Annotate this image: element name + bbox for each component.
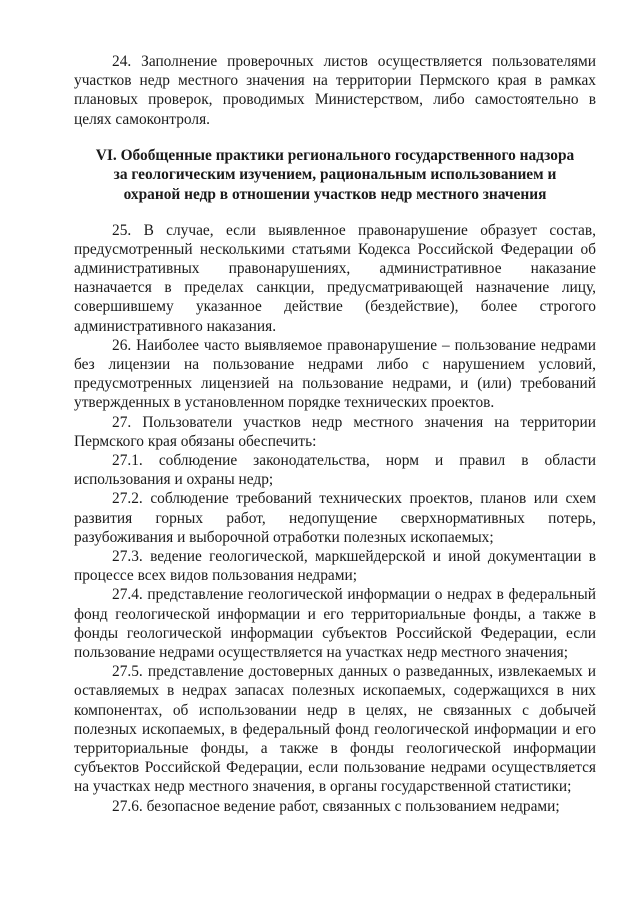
section-heading: VI. Обобщенные практики регионального государственного надзора за геологическим изучением, рациональным использованием и охраной недр в отношении участков недр местного значения <box>95 146 575 203</box>
paragraph-26: 26. Наиболее часто выявляемое правонарушение – пользование недрами без лицензии на пользование недрами либо с нарушением условий, предусмотренных лицензией на пользование недрами, и (или) требований утвержденных в установленном порядке технических проектов. <box>74 336 596 412</box>
paragraph-27: 27. Пользователи участков недр местного значения на территории Пермского края обязаны обеспечить: <box>74 413 596 450</box>
paragraph-27-2: 27.2. соблюдение требований технических проектов, планов или схем развития горных работ, недопущение сверхнормативных потерь, разубоживания и выборочной отработки полезных ископаемых; <box>74 490 596 546</box>
paragraph-27-4: 27.4. представление геологической информации о недрах в федеральный фонд геологической информации и его территориальные фонды, а также в фонды геологической информации субъектов Российской Федерации, если пользование недрами осуществляется на участках недр местного значения; <box>74 586 596 662</box>
paragraph-27-6: 27.6. безопасное ведение работ, связанных с пользованием недрами; <box>112 797 560 815</box>
paragraph-25: 25. В случае, если выявленное правонарушение образует состав, предусмотренный несколькими статьями Кодекса Российской Федерации об административных правонарушениях, административное наказание назначается в пределах санкции, предусматривающей назначение лицу, совершившему указанное действие (бездействие), более строгого административного наказания. <box>74 221 596 335</box>
paragraph-27-1: 27.1. соблюдение законодательства, норм и правил в области использования и охраны недр; <box>74 452 596 489</box>
document-body <box>74 52 596 816</box>
paragraph-24: 24. Заполнение проверочных листов осуществляется пользователями участков недр местного значения на территории Пермского края в рамках плановых проверок, проводимых Министерством, либо самостоятельно в целях самоконтроля. <box>74 53 596 128</box>
paragraph-27-5: 27.5. представление достоверных данных о разведанных, извлекаемых и оставляемых в недрах запасах полезных ископаемых, содержащихся в них компонентах, об использовании недр в целях, не связанных с добычей полезных ископаемых, в федеральный фонд геологической информации и его территориальные фонды, а также в фонды геологической информации субъектов Российской Федерации, если пользование недрами осуществляется на участках недр местного значения, в органы государственной статистики; <box>74 663 596 796</box>
paragraph-27-3: 27.3. ведение геологической, маркшейдерской и иной документации в процессе всех видов пользования недрами; <box>74 548 596 585</box>
